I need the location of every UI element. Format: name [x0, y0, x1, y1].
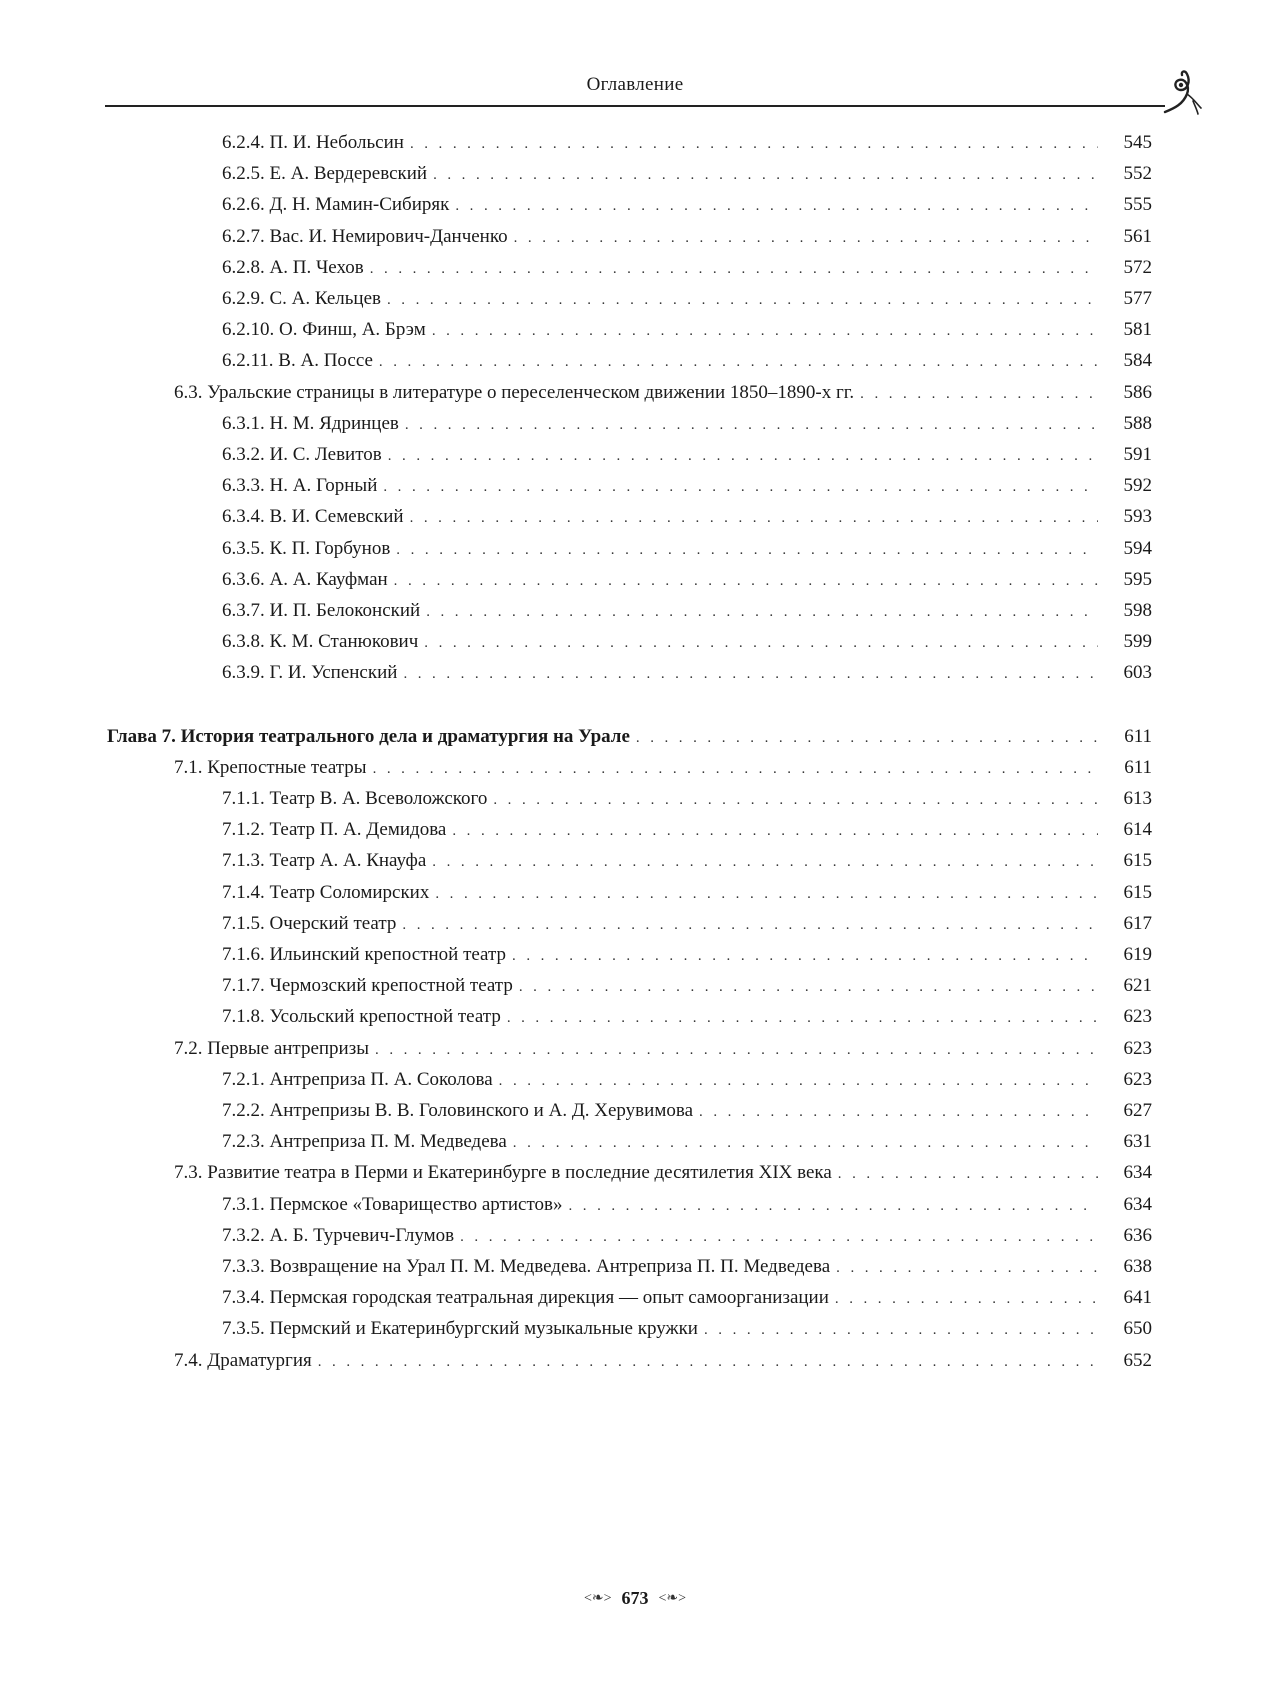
toc-page-number: 577 — [1123, 288, 1152, 309]
toc-entry-title: 6.2.5. Е. А. Вердеревский — [222, 163, 428, 185]
dot-leader — [410, 503, 1098, 533]
toc-section-entry[interactable] — [174, 1346, 1152, 1376]
toc-entry-title: 7.2.2. Антрепризы В. В. Головинского и А. Д. Херувимова — [222, 1100, 694, 1121]
toc-entry-title: 7.3.4. Пермская городская театральная дирекция — опыт самоорганизации — [222, 1287, 829, 1309]
toc-page-number: 638 — [1123, 1256, 1152, 1277]
toc-page-number: 588 — [1123, 412, 1152, 434]
toc-page-number: 594 — [1123, 537, 1152, 559]
toc-page-number: 613 — [1123, 788, 1152, 809]
toc-entry-title: 6.3.1. Н. М. Ядринцев — [222, 412, 399, 434]
toc-entry-title: 6.3.7. И. П. Белоконский — [222, 600, 421, 621]
dot-leader — [402, 910, 1098, 940]
toc-subsection-entry[interactable] — [222, 534, 1152, 564]
toc-page-number: 634 — [1123, 1193, 1152, 1215]
toc-entry-title: Глава 7. История театрального дела и драматургия на Урале — [107, 725, 630, 747]
toc-entry-title: 7.2.1. Антреприза П. А. Соколова — [222, 1068, 493, 1090]
dot-leader — [370, 254, 1098, 284]
dot-leader — [838, 1159, 1098, 1189]
toc-section-entry[interactable] — [174, 753, 1152, 783]
toc-page-number: 581 — [1123, 319, 1152, 341]
dot-leader — [394, 566, 1098, 596]
dot-leader — [403, 659, 1098, 689]
toc-subsection-entry[interactable] — [222, 846, 1152, 876]
toc-subsection-entry[interactable] — [222, 1096, 1152, 1126]
toc-subsection-entry[interactable] — [222, 565, 1152, 595]
dot-leader — [512, 941, 1098, 971]
toc-entry-title: 7.3.1. Пермское «Товарищество артистов» — [222, 1193, 563, 1215]
toc-entry-title: 7.3. Развитие театра в Перми и Екатеринбурге в последние десятилетия XIX века — [174, 1162, 832, 1184]
toc-page-number: 586 — [1123, 381, 1152, 403]
toc-section-entry[interactable] — [174, 378, 1152, 408]
toc-entry-title: 7.1.7. Чермозский крепостной театр — [222, 975, 513, 997]
dot-leader — [493, 785, 1098, 815]
dot-leader — [699, 1097, 1098, 1127]
toc-subsection-entry[interactable] — [222, 596, 1152, 626]
dot-leader — [318, 1347, 1098, 1377]
dot-leader — [460, 1222, 1098, 1252]
dot-leader — [379, 347, 1098, 377]
toc-page-number: 634 — [1123, 1162, 1152, 1184]
toc-page-number: 617 — [1123, 912, 1152, 934]
toc-page-number: 598 — [1123, 600, 1152, 621]
toc-subsection-entry[interactable] — [222, 1221, 1152, 1251]
toc-entry-title: 6.2.8. А. П. Чехов — [222, 256, 364, 278]
toc-page-number: 623 — [1123, 1006, 1152, 1028]
toc-page-number: 611 — [1124, 756, 1152, 778]
toc-subsection-entry[interactable] — [222, 409, 1152, 439]
toc-subsection-entry[interactable] — [222, 971, 1152, 1001]
toc-subsection-entry[interactable] — [222, 784, 1152, 814]
dot-leader — [435, 879, 1098, 909]
page-header — [0, 0, 1270, 120]
dot-leader — [387, 285, 1098, 315]
dot-leader — [455, 191, 1098, 221]
dot-leader — [405, 410, 1098, 440]
toc-subsection-entry[interactable] — [222, 878, 1152, 908]
toc-section-entry[interactable] — [174, 1158, 1152, 1188]
toc-subsection-entry[interactable] — [222, 940, 1152, 970]
flourish-ornament-icon — [1157, 68, 1203, 116]
dot-leader — [836, 1253, 1098, 1283]
toc-entry-title: 7.4. Драматургия — [174, 1349, 312, 1371]
toc-entry-title: 6.2.11. В. А. Поссе — [222, 350, 373, 372]
toc-entry-title: 6.2.4. П. И. Небольсин — [222, 132, 404, 153]
toc-subsection-entry[interactable] — [222, 1283, 1152, 1313]
toc-entry-title: 6.3.9. Г. И. Успенский — [222, 662, 398, 684]
toc-entry-title: 7.1.2. Театр П. А. Демидова — [222, 819, 447, 841]
toc-subsection-entry[interactable] — [222, 1065, 1152, 1095]
dot-leader — [424, 628, 1098, 658]
running-head-title: Оглавление — [586, 74, 684, 95]
dot-leader — [519, 972, 1098, 1002]
toc-entry-title: 6.3.2. И. С. Левитов — [222, 444, 382, 465]
dot-leader — [375, 1035, 1098, 1065]
toc-subsection-entry[interactable] — [222, 346, 1152, 376]
toc-entry-title: 7.3.5. Пермский и Екатеринбургский музыкальные кружки — [222, 1318, 698, 1340]
toc-subsection-entry[interactable] — [222, 471, 1152, 501]
toc-entry-title: 7.2. Первые антрепризы — [174, 1037, 370, 1059]
dot-leader — [410, 129, 1098, 159]
toc-entry-title: 7.1.1. Театр В. А. Всеволожского — [222, 788, 488, 809]
dot-leader — [432, 847, 1098, 877]
toc-page-number: 650 — [1123, 1318, 1152, 1340]
toc-subsection-entry[interactable] — [222, 909, 1152, 939]
toc-subsection-entry[interactable] — [222, 815, 1152, 845]
toc-entry-title: 6.2.10. О. Финш, А. Брэм — [222, 319, 426, 341]
toc-page-number: 641 — [1123, 1287, 1152, 1309]
toc-page-number: 615 — [1123, 850, 1152, 872]
toc-page-number: 611 — [1124, 725, 1152, 747]
toc-subsection-entry[interactable] — [222, 1127, 1152, 1157]
dot-leader — [568, 1191, 1098, 1221]
toc-subsection-entry[interactable] — [222, 627, 1152, 657]
toc-entry-title: 7.1.5. Очерский театр — [222, 912, 397, 934]
footer-ornament-right-icon: <❧> — [658, 1591, 687, 1606]
dot-leader — [507, 1003, 1098, 1033]
toc-entry-title: 7.3.2. А. Б. Турчевич-Глумов — [222, 1224, 455, 1246]
toc-entry-title: 6.3.4. В. И. Семевский — [222, 506, 404, 528]
toc-page-number: 561 — [1123, 225, 1152, 247]
toc-page-number: 623 — [1123, 1068, 1152, 1090]
toc-page-number: 603 — [1123, 662, 1152, 684]
toc-entry-title: 7.2.3. Антреприза П. М. Медведева — [222, 1131, 507, 1153]
toc-page-number: 599 — [1123, 631, 1152, 653]
dot-leader — [432, 316, 1098, 346]
dot-leader — [513, 1128, 1098, 1158]
dot-leader — [433, 160, 1098, 190]
toc-subsection-entry[interactable] — [222, 159, 1152, 189]
dot-leader — [426, 597, 1098, 627]
toc-subsection-entry[interactable] — [222, 315, 1152, 345]
toc-page-number: 615 — [1123, 881, 1152, 903]
toc-section-entry[interactable] — [174, 1034, 1152, 1064]
toc-subsection-entry[interactable] — [222, 1190, 1152, 1220]
dot-leader — [636, 723, 1098, 753]
toc-page-number: 591 — [1123, 444, 1152, 465]
toc-page-number: 619 — [1123, 944, 1152, 965]
dot-leader — [388, 441, 1098, 471]
dot-leader — [514, 223, 1098, 253]
toc-subsection-entry[interactable] — [222, 502, 1152, 532]
toc-page-number: 631 — [1123, 1131, 1152, 1153]
toc-subsection-entry[interactable] — [222, 1252, 1152, 1282]
toc-page-number: 572 — [1123, 256, 1152, 278]
toc-page-number: 636 — [1123, 1224, 1152, 1246]
dot-leader — [860, 379, 1098, 409]
toc-entry-title: 6.3.3. Н. А. Горный — [222, 475, 378, 497]
toc-entry-title: 7.1.8. Усольский крепостной театр — [222, 1006, 501, 1028]
toc-entry-title: 7.1.3. Театр А. А. Кнауфа — [222, 850, 427, 872]
dot-leader — [383, 472, 1098, 502]
toc-page-number: 555 — [1123, 194, 1152, 216]
page-number: 673 — [621, 1588, 649, 1608]
toc-entry-title: 6.2.6. Д. Н. Мамин-Сибиряк — [222, 194, 450, 216]
toc-page-number: 627 — [1123, 1100, 1152, 1121]
toc-entry-title: 7.3.3. Возвращение на Урал П. М. Медведева. Антреприза П. П. Медведева — [222, 1256, 831, 1277]
toc-subsection-entry[interactable] — [222, 284, 1152, 314]
footer-ornament-left-icon: <❧> — [583, 1591, 612, 1606]
toc-subsection-entry[interactable] — [222, 222, 1152, 252]
dot-leader — [835, 1284, 1098, 1314]
toc-page-number: 595 — [1123, 568, 1152, 590]
toc-entry-title: 6.3.6. А. А. Кауфман — [222, 568, 388, 590]
dot-leader — [373, 754, 1098, 784]
toc-entry-title: 7.1.6. Ильинский крепостной театр — [222, 944, 507, 965]
dot-leader — [499, 1066, 1098, 1096]
toc-subsection-entry[interactable] — [222, 253, 1152, 283]
toc-entry-title: 6.3.5. К. П. Горбунов — [222, 537, 391, 559]
toc-entry-title: 7.1.4. Театр Соломирских — [222, 881, 430, 903]
header-rule — [105, 105, 1165, 107]
toc-subsection-entry[interactable] — [222, 440, 1152, 470]
toc-entry-title: 6.3.8. К. М. Станюкович — [222, 631, 419, 653]
toc-page-number: 593 — [1123, 506, 1152, 528]
toc-page-number: 623 — [1123, 1037, 1152, 1059]
toc-entry-title: 6.2.9. С. А. Кельцев — [222, 288, 381, 309]
toc-page-number: 545 — [1123, 132, 1152, 153]
toc-entry-title: 7.1. Крепостные театры — [174, 756, 367, 778]
toc-page-number: 552 — [1123, 163, 1152, 185]
toc-subsection-entry[interactable] — [222, 658, 1152, 688]
page-footer — [0, 1588, 1270, 1609]
toc-subsection-entry[interactable] — [222, 1002, 1152, 1032]
dot-leader — [396, 535, 1098, 565]
toc-page-number: 621 — [1123, 975, 1152, 997]
toc-page-number: 614 — [1123, 819, 1152, 841]
dot-leader — [704, 1315, 1098, 1345]
toc-page-number: 592 — [1123, 475, 1152, 497]
toc-entry-title: 6.2.7. Вас. И. Немирович-Данченко — [222, 225, 508, 247]
toc-subsection-entry[interactable] — [222, 190, 1152, 220]
toc-subsection-entry[interactable] — [222, 1314, 1152, 1344]
toc-entry-title: 6.3. Уральские страницы в литературе о переселенческом движении 1850–1890-х гг. — [174, 381, 855, 403]
toc-page-number: 584 — [1123, 350, 1152, 372]
toc-page-number: 652 — [1123, 1349, 1152, 1371]
toc-chapter-entry[interactable] — [107, 722, 1152, 752]
dot-leader — [452, 816, 1098, 846]
toc-subsection-entry[interactable] — [222, 128, 1152, 158]
